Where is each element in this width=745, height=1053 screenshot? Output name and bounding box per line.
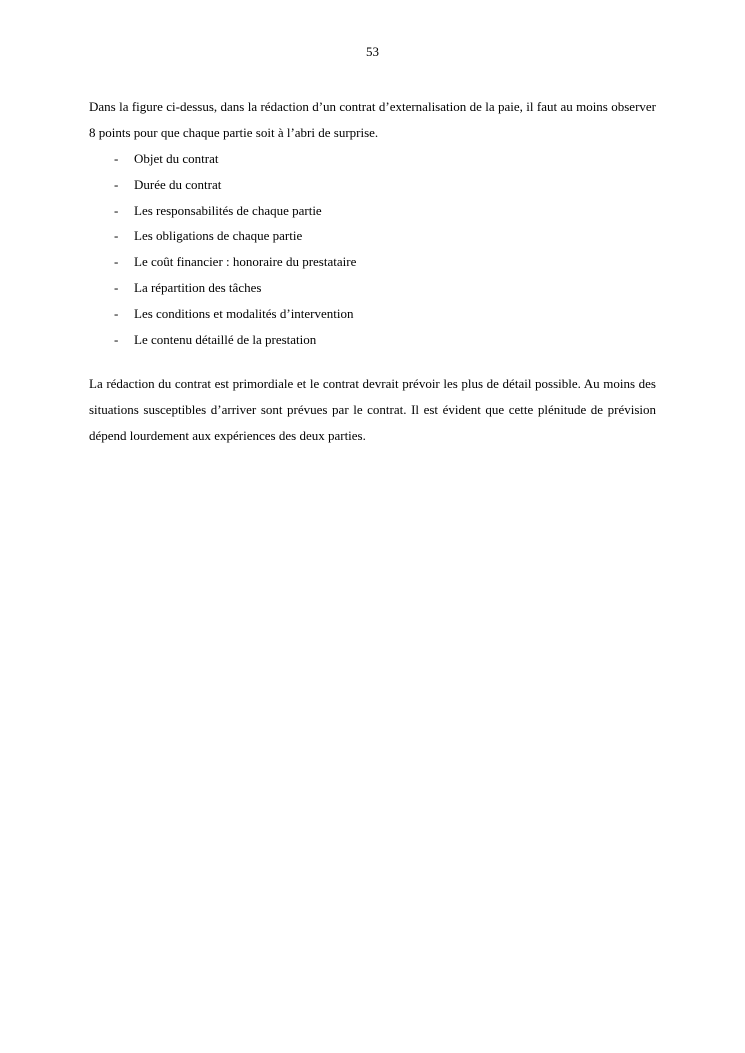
list-item [89,275,656,301]
list-item-text: Durée du contrat [134,176,222,192]
conclusion-paragraph: La rédaction du contrat est primordiale et le contrat devrait prévoir les plus de détail possible. Au moins des situations susceptibles d’arriver sont prévues par le contrat. Il est évident que cette plénitude de prévision dépend lourdement aux expériences des deux parties. [89,376,656,444]
list-bullet: - [114,176,119,192]
list-item [89,172,656,198]
intro-paragraph: Dans la figure ci-dessus, dans la rédaction d’un contrat d’externalisation de la paie, il faut au moins observer 8 points pour que chaque partie soit à l’abri de surprise. [89,99,656,140]
list-bullet: - [114,202,119,218]
list-bullet: - [114,305,119,321]
list-bullet: - [114,254,119,270]
paragraph-spacer [89,352,656,371]
page-number: 53 [366,44,379,59]
list-item-text: La répartition des tâches [134,279,262,295]
list-item-text: Les obligations de chaque partie [134,228,303,244]
list-item [89,327,656,353]
list-item-text: Les responsabilités de chaque partie [134,202,322,218]
list-bullet: - [114,151,119,166]
list-item [89,223,656,249]
list-item [89,146,656,172]
list-bullet: - [114,331,119,347]
list-item [89,249,656,275]
contract-points-list [89,146,656,352]
page-content [89,94,656,449]
list-item [89,198,656,224]
list-item-text: Les conditions et modalités d’intervention [134,305,354,321]
list-item-text: Le coût financier : honoraire du prestataire [134,254,357,270]
list-item-text: Le contenu détaillé de la prestation [134,331,317,347]
list-bullet: - [114,279,119,295]
list-item [89,301,656,327]
list-item-text: Objet du contrat [134,151,219,166]
list-bullet: - [114,228,119,244]
